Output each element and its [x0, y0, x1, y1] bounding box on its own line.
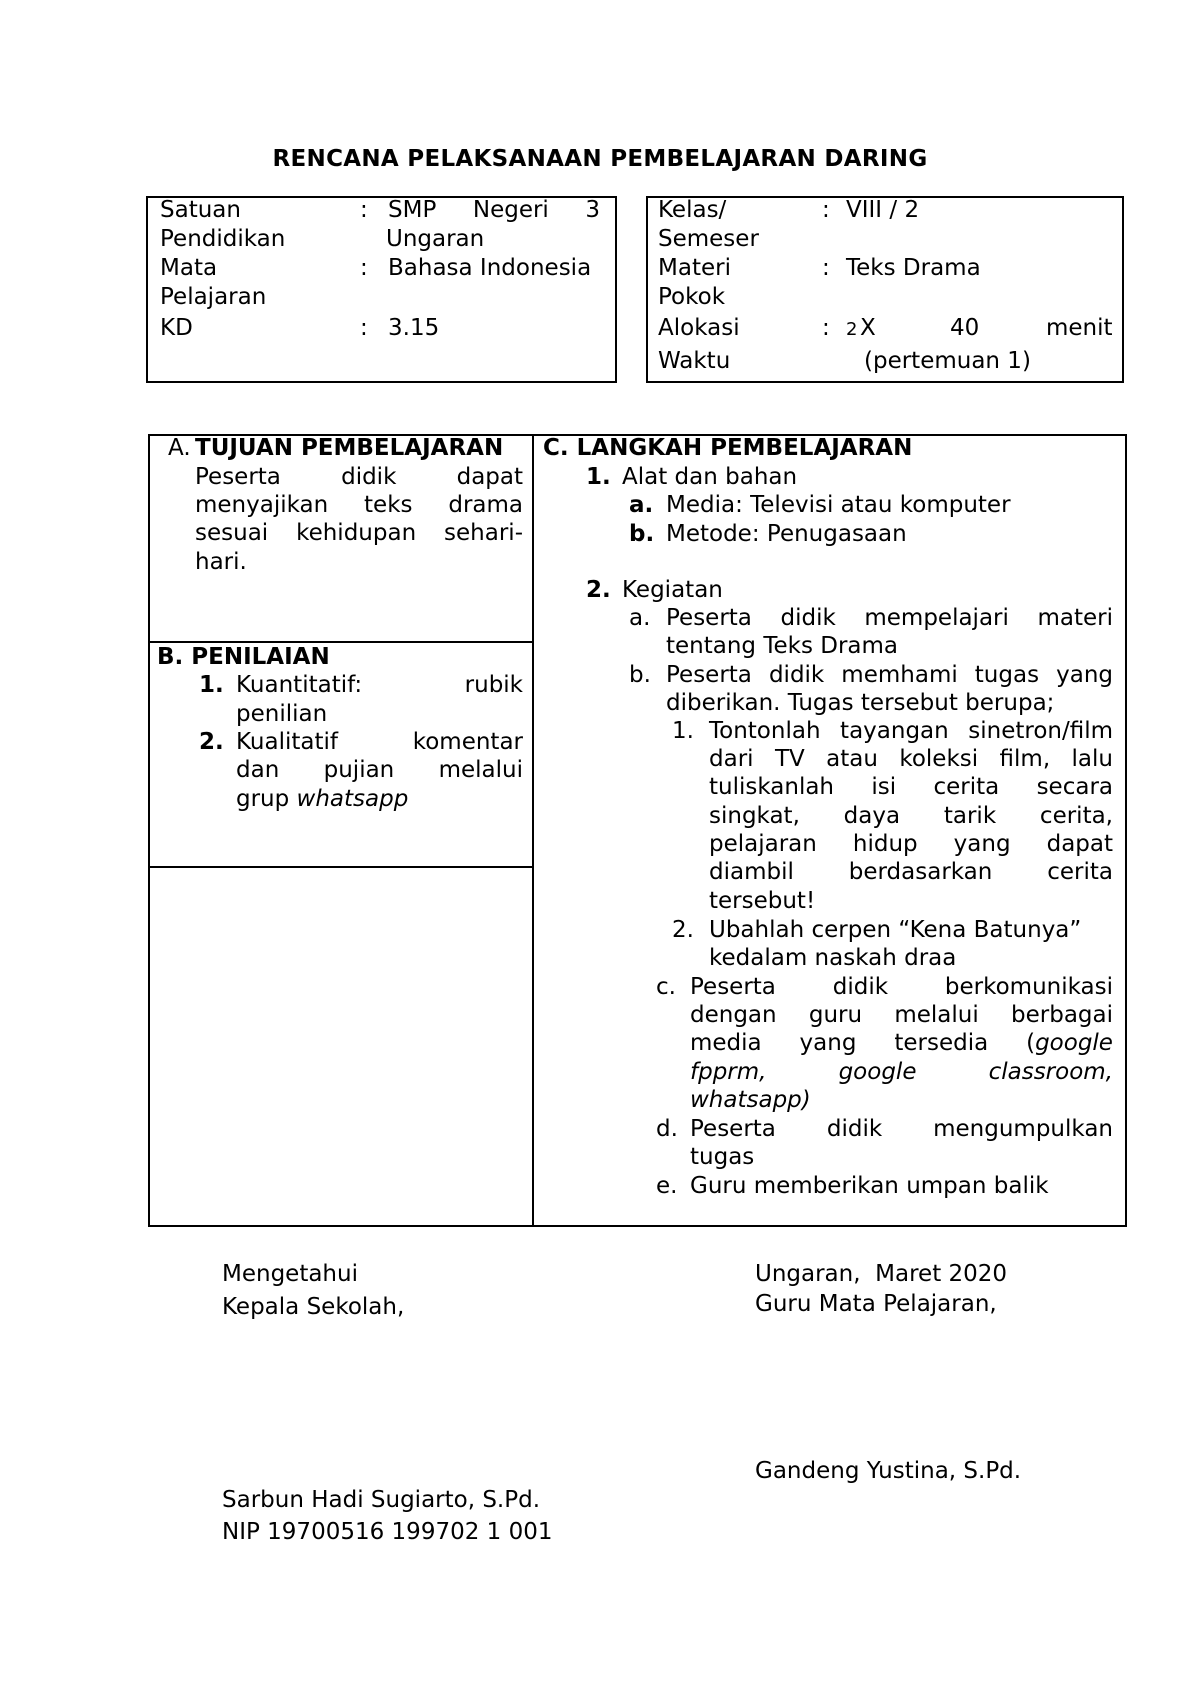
sub-item: Media: Televisi atau komputer: [666, 492, 1011, 518]
value-satuan: SMP Negeri 3: [388, 197, 601, 223]
activity-line: whatsapp): [690, 1087, 811, 1113]
activity-line: Guru memberikan umpan balik: [690, 1173, 1049, 1199]
task-line: kedalam naskah draa: [709, 945, 957, 971]
sig-mengetahui: Mengetahui: [222, 1261, 358, 1287]
tujuan-line: hari.: [195, 549, 247, 575]
sig-nip: NIP 19700516 199702 1 001: [222, 1519, 553, 1545]
task-line: tuliskanlah isi cerita secara: [709, 774, 1113, 800]
column-divider: [532, 434, 534, 1227]
colon: :: [822, 315, 830, 341]
value-alokasi-num: 2: [846, 319, 858, 340]
task-line: dari TV atau koleksi film, lalu: [709, 746, 1113, 772]
tujuan-line: sesuai kehidupan sehari-: [195, 520, 523, 546]
penilaian-item-line: Kualitatif komentar: [236, 729, 523, 755]
task-line: Ubahlah cerpen “Kena Batunya”: [709, 917, 1082, 943]
sig-name-right: Gandeng Yustina, S.Pd.: [755, 1458, 1022, 1484]
task-marker: 1.: [672, 718, 694, 744]
label-semester: Semeser: [658, 226, 759, 252]
colon: :: [360, 197, 368, 223]
step-number: 2.: [586, 577, 611, 603]
sig-name-left: Sarbun Hadi Sugiarto, S.Pd.: [222, 1487, 541, 1513]
activity-marker: c.: [656, 974, 676, 1000]
tujuan-line: menyajikan teks drama: [195, 492, 523, 518]
label-alokasi: Alokasi: [658, 315, 740, 341]
penilaian-item-line: grup whatsapp: [236, 786, 409, 812]
colon: :: [822, 197, 830, 223]
activity-line: Peserta didik memhami tugas yang: [666, 662, 1113, 688]
activity-marker: a.: [629, 605, 651, 631]
task-line: diambil berdasarkan cerita: [709, 859, 1113, 885]
activity-marker: e.: [656, 1173, 678, 1199]
activity-marker: b.: [629, 662, 651, 688]
penilaian-item-line: dan pujian melalui: [236, 757, 523, 783]
penilaian-item-line: penilian: [236, 701, 328, 727]
task-line: Tontonlah tayangan sinetron/film: [709, 718, 1113, 744]
activity-line: fpprm, google classroom,: [690, 1059, 1113, 1085]
activity-line: dengan guru melalui berbagai: [690, 1002, 1113, 1028]
penilaian-item-number: 2.: [199, 729, 224, 755]
value-kelas: VIII / 2: [846, 197, 920, 223]
task-line: pelajaran hidup yang dapat: [709, 831, 1113, 857]
step-label: Kegiatan: [622, 577, 723, 603]
sig-kepala-sekolah: Kepala Sekolah,: [222, 1294, 405, 1320]
sig-guru: Guru Mata Pelajaran,: [755, 1291, 997, 1317]
info-box-left: [146, 196, 617, 383]
label-pendidikan: Pendidikan: [160, 226, 286, 252]
colon: :: [360, 255, 368, 281]
row-divider-2: [148, 866, 533, 868]
task-line: tersebut!: [709, 888, 816, 914]
label-pelajaran: Pelajaran: [160, 284, 267, 310]
activity-line: Peserta didik berkomunikasi: [690, 974, 1113, 1000]
value-alokasi-menit: menit: [1046, 315, 1113, 341]
penilaian-item-line: Kuantitatif: rubik: [236, 672, 523, 698]
activity-line: Peserta didik mengumpulkan: [690, 1116, 1113, 1142]
value-alokasi-x: X: [860, 315, 876, 341]
activity-line: tentang Teks Drama: [666, 633, 899, 659]
value-pertemuan: (pertemuan 1): [864, 348, 1031, 374]
activity-line: tugas: [690, 1144, 755, 1170]
info-box-right: [646, 196, 1124, 383]
tujuan-heading: TUJUAN PEMBELAJARAN: [195, 435, 504, 461]
sub-item: Metode: Penugasaan: [666, 521, 907, 547]
value-mapel: Bahasa Indonesia: [388, 255, 592, 281]
label-waktu: Waktu: [658, 348, 731, 374]
colon: :: [822, 255, 830, 281]
activity-line: media yang tersedia (google: [690, 1030, 1113, 1056]
penilaian-item-number: 1.: [199, 672, 224, 698]
value-alokasi-40: 40: [950, 315, 980, 341]
activity-line: diberikan. Tugas tersebut berupa;: [666, 690, 1055, 716]
sig-place-date: Ungaran, Maret 2020: [755, 1261, 1008, 1287]
label-materi: Materi: [658, 255, 731, 281]
activity-marker: d.: [656, 1116, 678, 1142]
value-satuan-cont: Ungaran: [386, 226, 485, 252]
activity-line: Peserta didik mempelajari materi: [666, 605, 1113, 631]
value-kd: 3.15: [388, 315, 440, 341]
penilaian-heading: B. PENILAIAN: [157, 644, 330, 670]
step-label: Alat dan bahan: [622, 464, 798, 490]
label-pokok: Pokok: [658, 284, 726, 310]
step-number: 1.: [586, 464, 611, 490]
page-title: RENCANA PELAKSANAAN PEMBELAJARAN DARING: [272, 146, 928, 172]
task-marker: 2.: [672, 917, 694, 943]
label-satuan: Satuan: [160, 197, 241, 223]
colon: :: [360, 315, 368, 341]
langkah-heading: C. LANGKAH PEMBELAJARAN: [543, 435, 913, 461]
sub-marker: a.: [629, 492, 654, 518]
label-mata: Mata: [160, 255, 218, 281]
sub-marker: b.: [629, 521, 655, 547]
tujuan-line: Peserta didik dapat: [195, 464, 523, 490]
value-materi: Teks Drama: [846, 255, 981, 281]
task-line: singkat, daya tarik cerita,: [709, 803, 1113, 829]
tujuan-marker: A.: [168, 435, 191, 461]
label-kd: KD: [160, 315, 193, 341]
label-kelas: Kelas/: [658, 197, 727, 223]
